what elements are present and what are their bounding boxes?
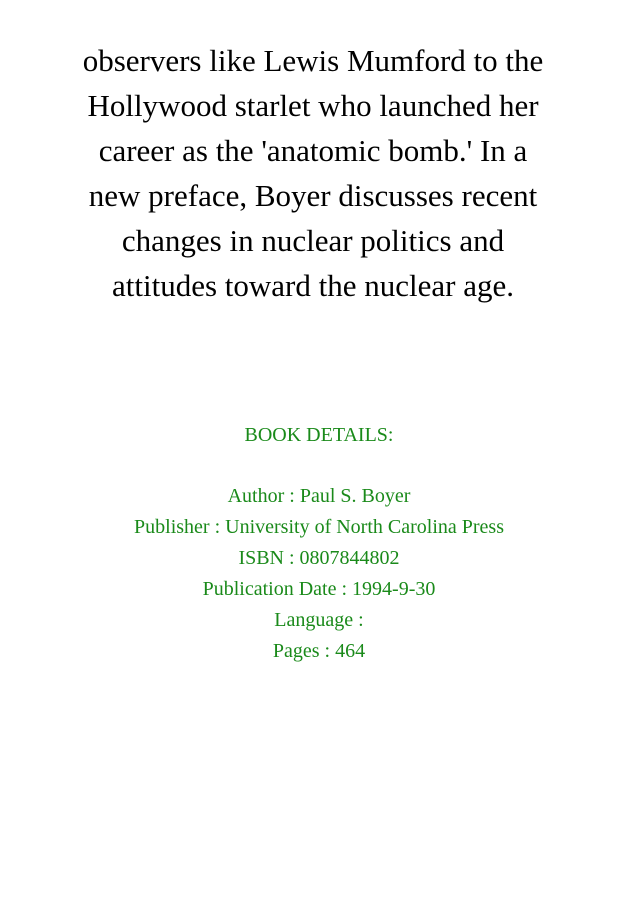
author-detail: Author : Paul S. Boyer [227, 485, 411, 507]
publisher-detail: Publisher : University of North Carolina Press [134, 516, 504, 538]
description-line: attitudes toward the nuclear age. [112, 268, 514, 303]
description-line: new preface, Boyer discusses recent [88, 178, 538, 213]
isbn-detail: ISBN : 0807844802 [238, 547, 400, 569]
description-line: Hollywood starlet who launched her [87, 88, 539, 123]
publication-date-detail: Publication Date : 1994-9-30 [202, 578, 436, 600]
language-detail: Language : [274, 609, 364, 631]
pages-detail: Pages : 464 [272, 640, 366, 662]
book-details-heading: BOOK DETAILS: [244, 424, 394, 446]
description-line: career as the 'anatomic bomb.' In a [98, 133, 528, 168]
book-description [0, 38, 626, 308]
description-line: changes in nuclear politics and [121, 223, 505, 258]
description-line: observers like Lewis Mumford to the [82, 43, 544, 78]
book-details [0, 420, 638, 667]
